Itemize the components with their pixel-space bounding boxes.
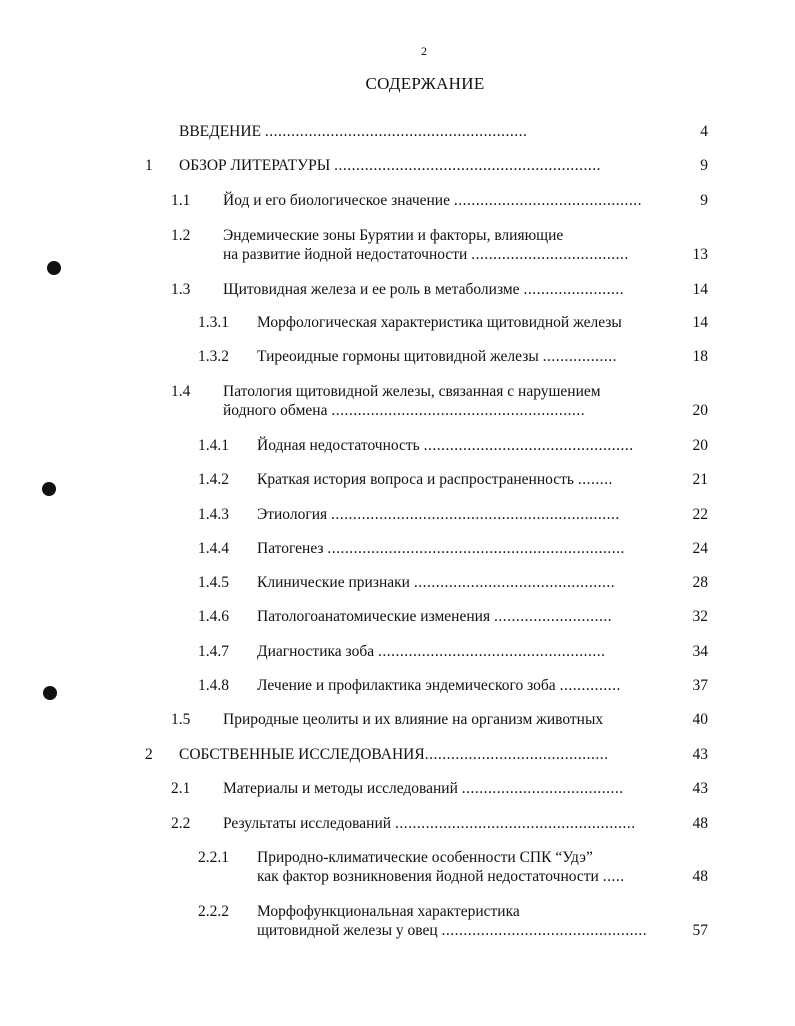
entry-title: ОБЗОР ЛИТЕРАТУРЫ .............................................................	[179, 157, 601, 174]
leader-dots: ..............	[559, 677, 621, 694]
leader-dots: ........	[577, 471, 613, 488]
entry-page: 14	[692, 314, 708, 331]
entry-page: 28	[692, 574, 708, 591]
entry-title: Морфологическая характеристика щитовидной железы	[257, 314, 622, 331]
entry-title: Патологоанатомические изменения ...........................	[257, 608, 613, 625]
leader-dots: .............................................................	[334, 157, 601, 174]
binding-hole	[42, 482, 56, 496]
leader-dots: .....	[602, 868, 625, 885]
leader-dots: ....................................................................	[327, 540, 625, 557]
leader-dots: .......................	[523, 281, 625, 298]
entry-title: ВВЕДЕНИЕ ............................................................	[179, 123, 528, 140]
entry-page: 20	[692, 437, 708, 454]
entry-title: Природно-климатические особенности СПК “Удэ”	[257, 849, 593, 866]
entry-title: Патология щитовидной железы, связанная с нарушением	[223, 383, 601, 400]
entry-page: 48	[692, 815, 708, 832]
entry-number: 2	[145, 746, 153, 763]
entry-page: 43	[692, 780, 708, 797]
entry-page: 13	[692, 246, 708, 263]
entry-page: 32	[692, 608, 708, 625]
entry-number: 1.3.2	[198, 348, 229, 365]
entry-page: 37	[692, 677, 708, 694]
entry-number: 1.4.6	[198, 608, 229, 625]
entry-title: Йод и его биологическое значение ...........................................	[223, 192, 642, 209]
entry-number: 1.5	[171, 711, 191, 728]
leader-dots: ..................................................................	[331, 506, 620, 523]
entry-title: Йодная недостаточность ................................................	[257, 437, 634, 454]
entry-number: 1.4.2	[198, 471, 229, 488]
entry-page: 4	[700, 123, 708, 140]
entry-title-continuation: йодного обмена ..........................................................	[223, 402, 586, 419]
leader-dots: ...........................	[493, 608, 613, 625]
entry-page: 57	[692, 922, 708, 939]
entry-title: Результаты исследований .......................................................	[223, 815, 636, 832]
entry-number: 1.2	[171, 227, 191, 244]
binding-hole	[43, 686, 57, 700]
entry-page: 43	[692, 746, 708, 763]
page-number: 2	[421, 44, 427, 58]
entry-page: 21	[692, 471, 708, 488]
entry-title: СОБСТВЕННЫЕ ИССЛЕДОВАНИЯ..........................................	[179, 746, 609, 763]
entry-number: 2.2.1	[198, 849, 229, 866]
entry-number: 1.4.7	[198, 643, 229, 660]
leader-dots: ..............................................	[413, 574, 616, 591]
entry-number: 2.1	[171, 780, 191, 797]
entry-title-continuation: на развитие йодной недостаточности ....................................	[223, 246, 629, 263]
entry-page: 18	[692, 348, 708, 365]
entry-title: Краткая история вопроса и распространенность ........	[257, 471, 613, 488]
entry-number: 2.2	[171, 815, 191, 832]
leader-dots: ...............................................	[441, 922, 648, 939]
leader-dots: ..........................................................	[331, 402, 586, 419]
entry-page: 24	[692, 540, 708, 557]
leader-dots: ....................................	[471, 246, 629, 263]
entry-title: Материалы и методы исследований .....................................	[223, 780, 624, 797]
entry-number: 2.2.2	[198, 903, 229, 920]
entry-page: 22	[692, 506, 708, 523]
entry-number: 1.4.5	[198, 574, 229, 591]
entry-title: Патогенез ....................................................................	[257, 540, 625, 557]
entry-number: 1.3	[171, 281, 191, 298]
leader-dots: ...........................................	[453, 192, 642, 209]
entry-page: 34	[692, 643, 708, 660]
entry-title: Тиреоидные гормоны щитовидной железы .................	[257, 348, 618, 365]
entry-title-continuation: щитовидной железы у овец ...............................................	[257, 922, 648, 939]
entry-title: Щитовидная железа и ее роль в метаболизме .......................	[223, 281, 625, 298]
entry-page: 20	[692, 402, 708, 419]
entry-number: 1.4.4	[198, 540, 229, 557]
entry-page: 14	[692, 281, 708, 298]
entry-title: Клинические признаки ..............................................	[257, 574, 616, 591]
entry-number: 1.4	[171, 383, 191, 400]
entry-title-continuation: как фактор возникновения йодной недостаточности .....	[257, 868, 625, 885]
entry-title: Этиология ..................................................................	[257, 506, 620, 523]
entry-page: 9	[700, 192, 708, 209]
entry-page: 9	[700, 157, 708, 174]
entry-title: Диагностика зоба ....................................................	[257, 643, 606, 660]
leader-dots: .....................................	[461, 780, 624, 797]
page-title: СОДЕРЖАНИЕ	[365, 74, 485, 93]
leader-dots: ................................................	[423, 437, 634, 454]
entry-title: Лечение и профилактика эндемического зоба ..............	[257, 677, 621, 694]
entry-title: Природные цеолиты и их влияние на организм животных	[223, 711, 604, 728]
leader-dots: .......................................................	[394, 815, 636, 832]
entry-title: Эндемические зоны Бурятии и факторы, влияющие	[223, 227, 564, 244]
entry-number: 1.3.1	[198, 314, 229, 331]
leader-dots: ............................................................	[264, 123, 528, 140]
leader-dots: ..........................................	[424, 746, 609, 763]
binding-hole	[47, 261, 61, 275]
entry-page: 48	[692, 868, 708, 885]
leader-dots: ....................................................	[377, 643, 606, 660]
entry-page: 40	[692, 711, 708, 728]
entry-number: 1.4.8	[198, 677, 229, 694]
entry-number: 1.4.1	[198, 437, 229, 454]
entry-number: 1	[145, 157, 153, 174]
entry-number: 1.1	[171, 192, 191, 209]
entry-number: 1.4.3	[198, 506, 229, 523]
entry-title: Морфофункциональная характеристика	[257, 903, 520, 920]
leader-dots: .................	[542, 348, 618, 365]
